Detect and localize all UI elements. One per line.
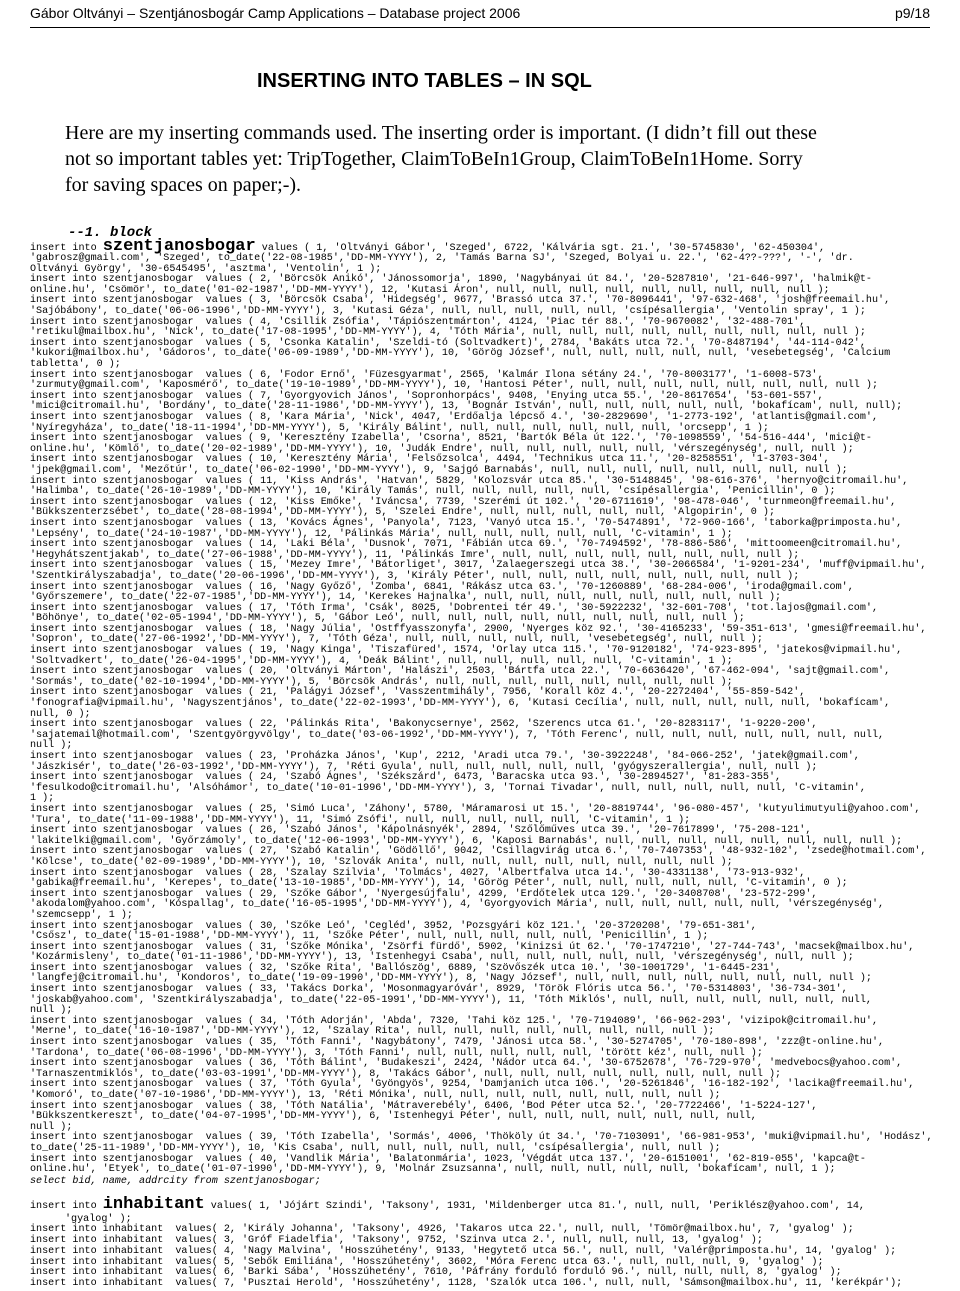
sql-line: insert into szentjanosbogar values ( 12, 'Kiss Emőke', 'Iváncsa', 7739, 'Szerémi út 102.', '20-6711619', '98-478-046', 'turnmeon@freemail.hu', xyxy=(30,496,897,508)
sql-line: insert into szentjanosbogar values ( 39, 'Tóth Izabella', 'Sormás', 4006, 'Thököly út 34.', '70-7103091', '66-981-953', 'muki@vipmail.hu', 'Hodász', xyxy=(30,1132,933,1144)
sql-line: 'Lepsény', to_date('24-10-1987','DD-MM-YYYY'), 12, 'Pálinkás Mária', null, null, null, null, null, 'C-vitamin', 1 ); xyxy=(30,528,733,540)
sql-line: insert into inhabitant values( 5, 'Sebők Emiliána', 'Hosszúhetény', 3602, 'Móra Ferenc utca 63.', null, null, null, 9, 'gyalog' ); xyxy=(30,1256,824,1268)
sql-line: insert into szentjanosbogar values ( 24, 'Szabó Ágnes', 'Székszárd', 6473, 'Baracska utca 93.', '30-2894527', '81-283-355', xyxy=(30,772,782,784)
sql-block-szentjanosbogar xyxy=(30,236,955,1176)
sql-line: 'jpek@gmail.com', 'Mezőtúr', to_date('06-02-1990','DD-MM-YYYY'), 9, 'Sajgó Barnabás', null, null, null, null, null, null, null, null ); xyxy=(30,464,848,476)
sql-line: insert into szentjanosbogar values ( 16, 'Nagy Győző', 'Zomba', 6841, 'Rákász utca 63.', '70-1260889', '68-284-006', 'iroda@gmail.com', xyxy=(30,581,854,593)
sql-line: 'sajatemail@hotmail.com', 'Szentgyörgyvölgy', to_date('03-06-1992','DD-MM-YYYY'), 7, 'Tóth Ferenc', null, null, null, null, null, null, null, xyxy=(30,729,885,741)
sql-line: 'Jászkisér', to_date('26-03-1992','DD-MM-YYYY'), 7, 'Réti Gyula', null, null, null, null, null, 'gyógyszerallergia', null, null ); xyxy=(30,761,818,773)
sql-line: insert into inhabitant values( 6, 'Barki Sába', 'Hosszúhetény', 7610, 'Páfrány forduló forduló 96.', null, null, null, 8, 'gyalog' ); xyxy=(30,1267,842,1279)
sql-line: 'Kozármisleny', to_date('01-11-1986','DD-MM-YYYY'), 13, 'Istenhegyi Csaba', null, null, null, null, null, 'vérszegénység', null, null ); xyxy=(30,952,854,964)
sql-line: insert into szentjanosbogar values ( 13, 'Kovács Ágnes', 'Panyola', 7123, 'Vanyó utca 15.', '70-5474891', '72-960-166', 'taborka@primposta.hu', xyxy=(30,517,903,529)
sql-line: insert into szentjanosbogar values ( 34, 'Tóth Adorján', 'Abda', 7320, 'Tahi köz 125.', '70-7194089', '66-962-293', 'vizipok@citromail.hu', xyxy=(30,1015,879,1027)
sql-line: null ); xyxy=(30,740,73,752)
sql-line: 'Hegyhátszentjakab', to_date('27-06-1988','DD-MM-YYYY'), 11, 'Pálinkás Imre', null, null, null, null, null, null, null, null ); xyxy=(30,549,800,561)
sql-line: 'szemcsepp', 1 ); xyxy=(30,909,133,921)
sql-line: 'mici@citromail.hu', 'Bordány', to_date('28-11-1986','DD-MM-YYYY'), 13, 'Bognár István', null, null, null, null, null, 'bokafícam', null, null); xyxy=(30,401,903,413)
sql-line: online.hu', 'Kömlő', to_date('20-02-1989','DD-MM-YYYY'), 10, 'Judák Endre', null, null, null, null, null, 'vérszegénység', null, null ); xyxy=(30,443,854,455)
sql-line: insert into szentjanosbogar values ( 25, 'Simó Luca', 'Záhony', 5780, 'Máramarosi ut 15.', '20-8819744', '96-080-457', 'kutyulimutyuli@yahoo.com', xyxy=(30,803,921,815)
sql-line: 'Komoró', to_date('07-10-1986','DD-MM-YYYY'), 13, 'Réti Mónika', null, null, null, null, null, null, null, null ); xyxy=(30,1090,721,1101)
sql-line: insert into szentjanosbogar values ( 6, 'Fodor Ernő', 'Füzesgyarmat', 2565, 'Kalmár Ilona sétány 24.', '70-8003177', '1-6008-573', xyxy=(30,369,824,381)
header-rule xyxy=(30,27,930,28)
table-name: inhabitant xyxy=(102,1195,205,1214)
sql-line: 'Nyíregyháza', to_date('18-11-1994','DD-MM-YYYY'), 5, 'Király Bálint', null, null, null, null, null, null, 'orcsepp', 1 ); xyxy=(30,422,769,434)
sql-text: values ( 1, 'Oltványi Gábor', 'Szeged', 6722, 'Kálvária sgt. 21.', '30-5745830', '62-450304', xyxy=(255,242,826,254)
sql-line: online.hu', 'Csömör', to_date('01-02-1987','DD-MM-YYYY'), 12, 'Kutasi Áron', null, null, null, null, null, null, null, null, null ); xyxy=(30,284,830,296)
sql-line: insert into szentjanosbogar values ( 28, 'Szalay Szilvia', 'Tolmács', 4027, 'Albertfalva utca 14.', '30-4331138', '73-913-932', xyxy=(30,867,806,879)
sql-line: to_date('25-11-1989','DD-MM-YYYY'), 10, 'Kis Csaba', null, null, null, null, null, 'csípésallergia', null, null ); xyxy=(30,1142,721,1154)
sql-line: insert into szentjanosbogar values ( 15, 'Mezey Imre', 'Bátorliget', 3017, 'Zalaegerszegi utca 38.', '30-2066584', '1-9201-234', 'muff@vipmail.hu', xyxy=(30,560,927,572)
sql-line: insert into szentjanosbogar values ( 30, 'Szőke Leó', 'Cegléd', 3952, 'Pozsgyári köz 121.', '20-3720208', '79-651-381', xyxy=(30,920,757,932)
sql-line: 'Bükkszenterzsébet', to_date('28-08-1994','DD-MM-YYYY'), 5, 'Szelei Endre', null, null, null, null, null, 'Algopirin', 0 ); xyxy=(30,507,776,519)
sql-line: insert into szentjanosbogar values ( 35, 'Tóth Fanni', 'Nagybátony', 7479, 'Jánosi utca 58.', '30-5274705', '70-180-898', 'zzz@t-online.hu', xyxy=(30,1037,885,1049)
intro-line: Here are my inserting commands used. The inserting order is important. (I didn’t fill out these xyxy=(65,122,817,144)
sql-line: null, 0 ); xyxy=(30,708,91,720)
sql-line: 'gyalog' ); xyxy=(65,1213,132,1225)
sql-line: 'fonografia@vipmail.hu', 'Nagyszentjános', to_date('22-02-1993','DD-MM-YYYY'), 6, 'Kutasi Cecília', null, null, null, null, null, 'bokafícam', xyxy=(30,698,891,710)
sql-line: insert into szentjanosbogar values ( 9, 'Keresztény Izabella', 'Csorna', 8521, 'Bartók Béla út 122.', '70-1098559', '54-516-444', 'mici@t- xyxy=(30,433,872,445)
page-title: INSERTING INTO TABLES – IN SQL xyxy=(257,70,592,92)
sql-line: insert into inhabitant values( 3, 'Gróf Fiadelfia', 'Taksony', 9752, 'Szinva utca 2.', null, null, null, 13, 'gyalog' ); xyxy=(30,1235,763,1247)
sql-line: insert into szentjanosbogar values ( 14, 'Laki Béla', 'Dusnok', 7071, 'Fábián utca 69.', '70-7494592', '78-886-586', 'mittoomeen@citromail.hu', xyxy=(30,539,903,551)
sql-line: insert into szentjanosbogar values ( 19, 'Nagy Kinga', 'Tiszafüred', 1574, 'Orlay utca 115.', '70-9120182', '74-923-895', 'jatekos@vipmail.hu', xyxy=(30,645,903,657)
sql-line: insert into szentjanosbogar values ( 32, 'Szőke Rita', 'Ballószög', 6889, 'Szövőszék utca 10.', '30-1001729', '1-6445-231', xyxy=(30,962,782,974)
sql-line: tabletta', 0 ); xyxy=(30,359,121,371)
sql-line: 'akodalom@yahoo.com', 'Kóspallag', to_date('16-05-1995','DD-MM-YYYY'), 4, 'Gyorgyovich Mária', null, null, null, null, null, 'vérszegénység', xyxy=(30,899,885,911)
sql-line: insert into szentjanosbogar values ( 7, 'Gyorgyovich János', 'Sopronhorpács', 9408, 'Enying utca 55.', '20-8617654', '53-601-557', xyxy=(30,390,824,402)
sql-line: insert into szentjanosbogar values ( 38, 'Tóth Natália', 'Mátraverebély', 6406, 'Bod Péter utca 52.', '20-7722466', '1-5224-127', xyxy=(30,1100,818,1112)
sql-line: 'Kölcse', to_date('02-09-1989','DD-MM-YYYY'), 10, 'Szlovák Anita', null, null, null, null, null, null, null, null ); xyxy=(30,856,733,868)
sql-line: insert into szentjanosbogar values ( 5, 'Csonka Katalin', 'Szeldi-tó (Soltvadkert)', 2784, 'Bakáts utca 72.', '70-8487194', '44-114-042', xyxy=(30,337,866,349)
sql-line: insert into szentjanosbogar values ( 22, 'Pálinkás Rita', 'Bakonycsernye', 2562, 'Szerencs utca 61.', '20-8283117', '1-9220-200', xyxy=(30,719,818,731)
table-name: szentjanosbogar xyxy=(102,236,256,256)
sql-line: 'gabrosz@gmail.com', 'Szeged', to_date('22-08-1985','DD-MM-YYYY'), 2, 'Tamás Barna SJ', 'Szeged, Bolyai u. 22.', '62-4??-???', '-', 'dr. xyxy=(30,253,854,265)
sql-line: 'joskab@yahoo.com', 'Szentkirályszabadja', to_date('22-05-1991','DD-MM-YYYY'), 11, 'Tóth Miklós', null, null, null, null, null, null, null, xyxy=(30,994,872,1006)
sql-text: values( 1, 'Jójárt Szindi', 'Taksony', 1931, 'Mildenberger utca 81.', null, null, 'Periklész@yahoo.com', 14, xyxy=(204,1201,865,1212)
sql-line: insert into szentjanosbogar values ( 23, 'Proházka János', 'Kup', 2212, 'Aradi utca 79.', '30-3922248', '84-066-252', 'jatek@gmail.com', xyxy=(30,751,860,762)
sql-line: insert into szentjanosbogar values ( 18, 'Nagy Júlia', 'Ostffyasszonyfa', 2900, 'Nyerges köz 92.', '30-4165233', '59-351-613', 'gmesi@freemail.hu', xyxy=(30,623,927,635)
sql-line xyxy=(30,1195,955,1215)
sql-line: insert into szentjanosbogar values ( 20, 'Oltványi Márton', 'Halászi', 2503, 'Bártfa utca 22.', '70-6636420', '67-462-094', 'sajt@gmail.com', xyxy=(30,666,891,678)
sql-line: 'kukori@mailbox.hu', 'Gádoros', to_date('06-09-1989','DD-MM-YYYY'), 10, 'Görög József', null, null, null, null, null, 'vesebetegség', 'Calcium xyxy=(30,348,891,360)
sql-line: 'Sopron', to_date('27-06-1992','DD-MM-YYYY'), 7, 'Tóth Géza', null, null, null, null, null, 'vesebetegség', null, null ); xyxy=(30,634,763,646)
sql-line: 'Tura', to_date('11-09-1988','DD-MM-YYYY'), 11, 'Simó Zsófi', null, null, null, null, null, 'C-vitamin', 1 ); xyxy=(30,814,691,826)
sql-line: insert into szentjanosbogar values ( 4, 'Csillik Zsófia', 'Tápiószentmárton', 4124, 'Piac tér 88.', '70-9670082', '32-488-701', xyxy=(30,316,806,328)
sql-line: 'retikul@mailbox.hu', 'Nick', to_date('17-08-1995','DD-MM-YYYY'), 4, 'Tóth Mária', null, null, null, null, null, null, null, null, null ); xyxy=(30,327,866,339)
sql-line: 'Bükkszentkereszt', to_date('04-07-1995','DD-MM-YYYY'), 6, 'Istenhegyi Péter', null, null, null, null, null, null, null, xyxy=(30,1111,757,1123)
sql-keyword-prefix: insert into xyxy=(30,242,103,254)
sql-line: 'Böhönye', to_date('02-05-1994','DD-MM-YYYY'), 5, 'Gábor Leó', null, null, null, null, null, null, null, null, null ); xyxy=(30,613,745,625)
sql-keyword-prefix: insert into xyxy=(30,1201,103,1212)
sql-line: 'langfej@citromail.hu', 'Kondoros', to_date('19-09-1990','DD-MM-YYYY'), 8, 'Nagy József', null, null, null, null, null, null, null, null ); xyxy=(30,973,872,985)
sql-line: insert into szentjanosbogar values ( 40, 'Vandlik Mária', 'Balatonmária', 1023, 'Végdát utca 137.', '20-6151001', '62-819-055', 'kapca@t- xyxy=(30,1153,866,1165)
sql-line: insert into szentjanosbogar values ( 36, 'Tóth Bálint', 'Budakeszi', 2424, 'Nádor utca 64.', '30-6752678', '76-729-970', 'medvebocs@yahoo.com', xyxy=(30,1058,903,1070)
sql-line: insert into szentjanosbogar values ( 17, 'Tóth Irma', 'Csák', 8025, 'Dobrentei tér 49.', '30-5922232', '32-601-708', 'tot.lajos@gmail.com', xyxy=(30,602,879,614)
block-heading: --1. block xyxy=(68,225,153,241)
sql-line: insert into szentjanosbogar values ( 26, 'Szabó János', 'Kápolnásnyék', 2894, 'Szőlőműves utca 39.', '20-7617899', '75-208-121', xyxy=(30,825,812,837)
sql-line: Oltványi György', '30-6545495', 'asztma', 'Ventolin', 1 ); xyxy=(30,263,382,275)
sql-line: insert into szentjanosbogar values ( 10, 'Keresztény Mária', 'Felsőzsolca', 4494, 'Technikus utca 11.', '20-8258551', '1-3703-304', xyxy=(30,454,830,466)
sql-line: null ); xyxy=(30,1005,73,1017)
sql-line: 'Halimba', to_date('26-10-1989','DD-MM-YYYY'), 10, 'Király Tamás', null, null, null, null, null, 'csípésallergia', 'Penicillin', 0 ); xyxy=(30,486,836,498)
sql-line: insert into szentjanosbogar values ( 8, 'Kara Mária', 'Nick', 4047, 'Erdőalja lépcső 4.', '30-2829690', '1-2773-192', 'atlantis@gmail.com', xyxy=(30,412,879,423)
sql-line: 'zurmuty@gmail.com', 'Kaposmérő', to_date('19-10-1989','DD-MM-YYYY'), 10, 'Hantosi Péter', null, null, null, null, null, null, null, null ); xyxy=(30,380,879,392)
sql-line: 'lakitelki@gmail.com', 'Győrzámoly', to_date('12-06-1993','DD-MM-YYYY'), 6, 'Kaposi Barnabás', null, null, null, null, null, null, null, null ); xyxy=(30,835,903,847)
sql-line: 'Merne', to_date('16-10-1987','DD-MM-YYYY'), 12, 'Szalay Rita', null, null, null, null, null, null, null, null ); xyxy=(30,1026,715,1038)
sql-line: insert into szentjanosbogar values ( 11, 'Kiss András', 'Hatvan', 5829, 'Kolozsvár utca 85.', '30-5148845', '98-616-376', 'hernyo@citromail.hu', xyxy=(30,475,909,487)
sql-line: 'Szentkirályszabadja', to_date('20-06-1996','DD-MM-YYYY'), 3, 'Király Péter', null, null, null, null, null, null, null, null ); xyxy=(30,570,800,582)
running-header-title: Gábor Oltványi – Szentjánosbogár Camp Applications – Database project 2006 xyxy=(30,5,521,21)
sql-line: insert into szentjanosbogar values ( 33, 'Takács Dorka', 'Mosonmagyaróvár', 8929, 'Török Flóris utca 56.', '70-5314803', '36-734-301', xyxy=(30,984,848,996)
intro-line: for saving spaces on paper;-). xyxy=(65,174,302,196)
sql-line: 'Győrszemere', to_date('22-07-1985','DD-MM-YYYY'), 14, 'Kerekes Hajnalka', null, null, null, null, null, null, null, null ); xyxy=(30,592,782,604)
sql-line: 'Sormás', to_date('02-10-1994','DD-MM-YYYY'), 5, 'Börcsök András', null, null, null, null, null, null, null, null ); xyxy=(30,676,733,688)
sql-line: 'gabika@freemail.hu', 'Kerepes', to_date('13-10-1985','DD-MM-YYYY'), 14, 'Görög Péter', null, null, null, null, null, 'C-vitamin', 0 ); xyxy=(30,878,848,890)
sql-line: insert into szentjanosbogar values ( 37, 'Tóth Gyula', 'Gyöngyös', 9254, 'Damjanich utca 106.', '20-5261846', '16-182-192', 'lacika@freemail.hu', xyxy=(30,1079,915,1091)
sql-line: online.hu', 'Etyek', to_date('01-07-1990','DD-MM-YYYY'), 9, 'Molnár Zsuzsanna', null, null, null, null, null, 'bokafícam', null, 1 ); xyxy=(30,1164,836,1176)
page-number: p9/18 xyxy=(894,5,930,21)
intro-line: not so important tables yet: TripTogether, ClaimToBeIn1Group, ClaimToBeIn1Home. Sorry xyxy=(65,148,803,170)
sql-line: 'fesulkodo@citromail.hu', 'Alsóhámor', to_date('10-01-1996','DD-MM-YYYY'), 3, 'Tornai Tivadar', null, null, null, null, null, 'C-vitamin', xyxy=(30,782,866,794)
sql-line: insert into inhabitant values( 2, 'Király Johanna', 'Taksony', 4926, 'Takaros utca 22.', null, null, 'Tömör@mailbox.hu', 7, 'gyalog' ); xyxy=(30,1224,854,1236)
select-statement: select bid, name, addrcity from szentjanosbogar; xyxy=(30,1176,321,1187)
sql-line: 'Tarnaszentmiklós', to_date('03-03-1991','DD-MM-YYYY'), 8, 'Takács Gábor', null, null, null, null, null, null, null, null ); xyxy=(30,1068,782,1080)
sql-line: null ); xyxy=(30,1121,73,1133)
sql-line: insert into szentjanosbogar values ( 3, 'Börcsök Csaba', 'Hidegség', 9677, 'Brassó utca 37.', '70-8096441', '97-632-468', 'josh@freemail.hu', xyxy=(30,295,891,307)
sql-line: 'Tardona', to_date('06-08-1996','DD-MM-YYYY'), 3, 'Tóth Fanni', null, null, null, null, null, 'törött kéz', null, null ); xyxy=(30,1047,763,1059)
sql-line: 'Sajóbábony', to_date('06-06-1996','DD-MM-YYYY'), 3, 'Kutasi Géza', null, null, null, null, null, 'csípésallergia', 'Ventolin spray', 1 ); xyxy=(30,306,866,318)
sql-line: insert into szentjanosbogar values ( 2, 'Börcsök Anikó', 'Jánossomorja', 1890, 'Nagybányai út 84.', '20-5287810', '21-646-997', 'halmik@t- xyxy=(30,274,872,286)
sql-block-inhabitant xyxy=(30,1195,955,1290)
sql-line: insert into szentjanosbogar values ( 27, 'Szabó Katalin', 'Gödöllő', 9042, 'Csillagvirág utca 6.', '70-7407353', '48-932-102', 'zsede@hotmail.com', xyxy=(30,846,927,858)
sql-line: insert into inhabitant values( 4, 'Nagy Malvina', 'Hosszúhetény', 9133, 'Hegytető utca 56.', null, null, 'Valér@primposta.hu', 14, 'gyalog' ); xyxy=(30,1245,897,1257)
sql-line: insert into szentjanosbogar values ( 29, 'Szőke Gábor', 'Nyergesújfalu', 4299, 'Erdőtelek utca 129.', '20-3408708', '23-572-299', xyxy=(30,888,818,900)
sql-line: 1 ); xyxy=(30,793,55,805)
sql-line: 'Csősz', to_date('15-01-1988','DD-MM-YYYY'), 11, 'Szőke Péter', null, null, null, null, null, 'Penicillin', 1 ); xyxy=(30,931,709,943)
sql-line: insert into szentjanosbogar values ( 21, 'Palágyi József', 'Vasszentmihály', 7956, 'Korall köz 4.', '20-2272404', '55-859-542', xyxy=(30,687,806,699)
sql-line: 'Soltvadkert', to_date('26-04-1995','DD-MM-YYYY'), 4, 'Deák Bálint', null, null, null, null, null, 'C-vitamin', 1 ); xyxy=(30,655,733,667)
sql-line: insert into szentjanosbogar values ( 31, 'Szőke Mónika', 'Zsörfi fürdő', 5902, 'Kinizsi út 62.', '70-1747210', '27-744-743', 'macsek@mailbox.hu', xyxy=(30,941,915,953)
intro-paragraph xyxy=(65,120,817,198)
sql-line: insert into inhabitant values( 7, 'Pusztai Herold', 'Hosszúhetény', 1128, 'Szalók utca 106.', null, null, 'Sámson@mailbox.hu', 11, 'kerékpár'); xyxy=(30,1278,903,1290)
